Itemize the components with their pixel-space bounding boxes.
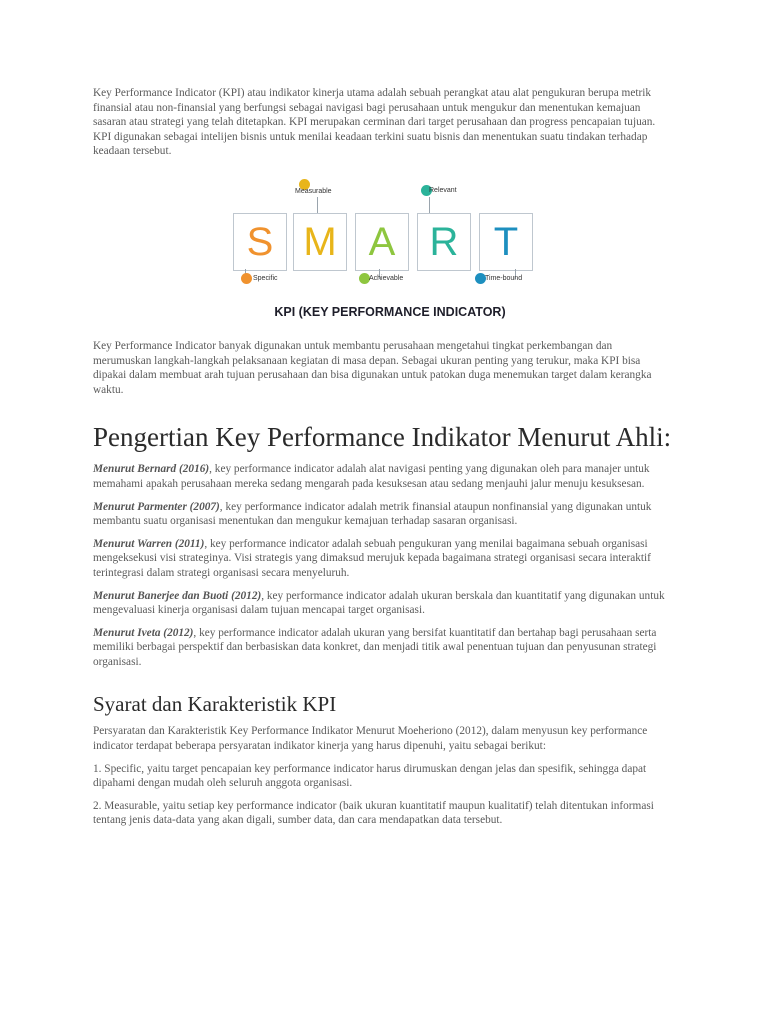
specific-dot-icon <box>241 273 252 284</box>
definition-text: , key performance indicator adalah metrik finansial ataupun nonfinansial yang digunakan untuk membantu suatu organisasi menentukan dan mengukur kemajuan terhadap sasaran organisasi. <box>93 500 652 528</box>
heading-pengertian: Pengertian Key Performance Indikator Menurut Ahli: <box>93 422 672 453</box>
definition-author: Menurut Banerjee dan Buoti (2012) <box>93 589 262 602</box>
smart-letter-t: T <box>493 219 519 264</box>
label-measurable: Measurable <box>295 187 332 195</box>
definition-text: , key performance indicator adalah ukuran yang bersifat kuantitatif dan bertahap bagi perusahaan serta memiliki berbagai perspektif dan berbasiskan data konkret, dan menjadi titik awal penentuan tujuan dan penyusunan strategi organisasi. <box>93 626 657 668</box>
smart-letter-a: A <box>368 219 396 264</box>
definition-bernard <box>93 462 673 491</box>
section2-item-measurable: 2. Measurable, yaitu setiap key performance indicator (baik ukuran kuantitatif maupun kualitatif) telah ditentukan informasi tentang jenis data-data yang akan digali, sumber data, dan cara mendapatkan data tersebut. <box>93 799 654 827</box>
smart-box-r <box>417 213 471 271</box>
label-relevant: Relevant <box>429 186 457 194</box>
label-time-bound: Time-bound <box>485 274 523 282</box>
definition-warren <box>93 537 673 581</box>
section2-item-specific: 1. Specific, yaitu target pencapaian key performance indicator harus dirumuskan dengan jelas dan spesifik, sehingga dapat dipahami dengan mudah oleh seluruh anggota organisasi. <box>93 762 647 790</box>
smart-letter-r: R <box>429 219 459 264</box>
definition-author: Menurut Bernard (2016) <box>93 463 210 476</box>
definition-text: , key performance indicator adalah sebuah pengukuran yang menilai bagaimana sebuah organisasi mengeksekusi visi strateginya. Visi strategis yang dimaksud merujuk kepada bagaimana strategi organisasi secara interaktif terintegrasi dalam strategi organisasi secara menyeluruh. <box>93 537 651 579</box>
connector-r <box>429 197 430 213</box>
smart-letter-s: S <box>246 219 274 264</box>
document-page <box>93 86 673 836</box>
definition-author: Menurut Iveta (2012) <box>93 626 194 639</box>
definition-author: Menurut Parmenter (2007) <box>93 500 220 513</box>
connector-m <box>317 197 318 213</box>
smart-diagram <box>233 186 543 319</box>
smart-box-t <box>479 213 533 271</box>
second-paragraph: Key Performance Indicator banyak digunakan untuk membantu perusahaan mengetahui tingkat perkembangan dan merumuskan langkah-langkah pelaksanaan kegiatan di masa depan. Sebagai ukuran penting yang terukur, maka KPI bisa dipakai dalam membuat arah tujuan perusahaan dan bisa digunakan untuk patokan duga menemukan target dalam kerangka waktu. <box>93 339 652 396</box>
intro-paragraph: Key Performance Indicator (KPI) atau indikator kinerja utama adalah sebuah perangkat atau alat pengukuran berupa metrik finansial atau non-finansial yang berfungsi sebagai navigasi bagi perusahaan untuk mengukur dan menentukan kemajuan sasaran atau strategi yang telah ditetapkan. KPI merupakan cerminan dari target perusahaan dan progress pencapaian tujuan. KPI digunakan sebagai intelijen bisnis untuk menilai keadaan terkini suatu bisnis dan menentukan suatu tindakan terhadap keadaan tersebut. <box>93 87 656 158</box>
smart-box-a <box>355 213 409 271</box>
definition-parmenter <box>93 500 673 529</box>
definition-author: Menurut Warren (2011) <box>93 537 205 550</box>
smart-box-m <box>293 213 347 271</box>
smart-box-s <box>233 213 287 271</box>
label-specific: Specific <box>253 274 278 282</box>
definition-text: , key performance indicator adalah alat navigasi penting yang digunakan oleh para manajer untuk memahami apakah perusahaan mereka sedang mengarah pada kesuksesan atau sedang menjauhi jalur menuju kesuksesan. <box>93 463 650 490</box>
definition-banerjee-buoti <box>93 589 673 618</box>
figure-caption: KPI (KEY PERFORMANCE INDICATOR) <box>274 304 506 319</box>
definition-text: , key performance indicator adalah ukuran berskala dan kuantitatif yang digunakan untuk mengevaluasi kinerja organisasi dalam tujuan mencapai target organisasi. <box>93 589 665 617</box>
smart-letter-m: M <box>303 219 337 264</box>
definition-iveta <box>93 626 673 670</box>
heading-syarat: Syarat dan Karakteristik KPI <box>93 692 337 717</box>
label-achievable: Achievable <box>369 274 404 282</box>
section2-intro: Persyaratan dan Karakteristik Key Performance Indikator Menurut Moeheriono (2012), dalam menyusun key performance indicator terdapat beberapa persyaratan indikator kinerja yang harus dipenuhi, yaitu sebagai berikut: <box>93 725 648 753</box>
